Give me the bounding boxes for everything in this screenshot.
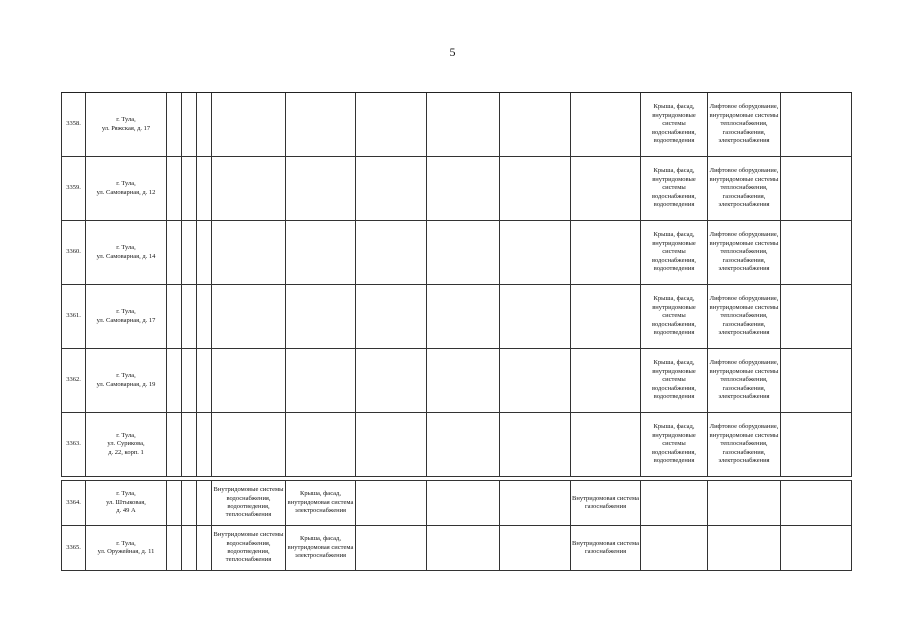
row-number-cell: 3360. <box>61 221 85 285</box>
work-cell-2 <box>285 413 355 477</box>
narrow-cell-a <box>166 157 181 221</box>
work-cell-2 <box>285 157 355 221</box>
work-cell-3 <box>355 285 426 349</box>
work-cell-1 <box>211 285 285 349</box>
work-cell-4 <box>426 157 499 221</box>
work-cell-1: Внутридомовые системы водоснабжения, водоотведения, теплоснабжения <box>211 526 285 571</box>
work-cell-8: Лифтовое оборудование, внутридомовые системы теплоснабжения, газоснабжения, электроснабжения <box>707 93 780 157</box>
address-cell <box>85 93 166 157</box>
work-cell-1 <box>211 221 285 285</box>
work-cell-1 <box>211 157 285 221</box>
work-cell-7 <box>640 526 707 571</box>
work-cell-6: Внутридомовая система газоснабжения <box>570 481 640 526</box>
work-cell-2 <box>285 349 355 413</box>
work-cell-8 <box>707 526 780 571</box>
address-line: ул. Ряжская, д. 17 <box>101 124 151 132</box>
narrow-cell-c <box>196 481 211 526</box>
work-cell-1 <box>211 93 285 157</box>
work-cell-5 <box>499 413 570 477</box>
narrow-cell-a <box>166 413 181 477</box>
narrow-cell-a <box>166 526 181 571</box>
work-cell-8: Лифтовое оборудование, внутридомовые системы теплоснабжения, газоснабжения, электроснабжения <box>707 413 780 477</box>
work-cell-8 <box>707 481 780 526</box>
address-cell <box>85 285 166 349</box>
address-line: ул. Сурикова, <box>107 440 145 448</box>
work-cell-3 <box>355 349 426 413</box>
address-cell <box>85 413 166 477</box>
narrow-cell-b <box>181 349 196 413</box>
address-line: г. Тула, <box>116 308 136 316</box>
narrow-cell-c <box>196 93 211 157</box>
work-cell-5 <box>499 157 570 221</box>
address-cell <box>85 221 166 285</box>
narrow-cell-b <box>181 526 196 571</box>
work-cell-4 <box>426 349 499 413</box>
work-cell-4 <box>426 481 499 526</box>
work-cell-9 <box>780 157 852 221</box>
address-line: д. 49 А <box>116 507 136 515</box>
work-cell-9 <box>780 481 852 526</box>
work-cell-1 <box>211 413 285 477</box>
table-row <box>61 349 852 413</box>
work-cell-5 <box>499 481 570 526</box>
work-cell-3 <box>355 221 426 285</box>
narrow-cell-b <box>181 93 196 157</box>
row-number-cell: 3362. <box>61 349 85 413</box>
work-cell-2 <box>285 221 355 285</box>
address-cell <box>85 157 166 221</box>
work-cell-3 <box>355 526 426 571</box>
table-row <box>61 221 852 285</box>
address-line: г. Тула, <box>116 490 136 498</box>
narrow-cell-b <box>181 413 196 477</box>
address-line: г. Тула, <box>116 116 136 124</box>
table-row <box>61 157 852 221</box>
narrow-cell-c <box>196 526 211 571</box>
work-cell-9 <box>780 526 852 571</box>
table-row <box>61 481 852 526</box>
address-line: д. 22, корп. 1 <box>108 448 144 456</box>
narrow-cell-c <box>196 221 211 285</box>
address-cell <box>85 349 166 413</box>
work-cell-8: Лифтовое оборудование, внутридомовые системы теплоснабжения, газоснабжения, электроснабжения <box>707 349 780 413</box>
work-cell-9 <box>780 221 852 285</box>
narrow-cell-a <box>166 285 181 349</box>
work-cell-7 <box>640 481 707 526</box>
address-line: г. Тула, <box>116 431 136 439</box>
address-cell <box>85 481 166 526</box>
work-cell-6: Внутридомовая система газоснабжения <box>570 526 640 571</box>
work-cell-1 <box>211 349 285 413</box>
address-line: ул. Оружейная, д. 11 <box>97 548 155 555</box>
works-table <box>61 92 852 571</box>
row-number-cell: 3359. <box>61 157 85 221</box>
address-line: ул. Штыковая, <box>106 498 146 506</box>
work-cell-5 <box>499 221 570 285</box>
work-cell-8: Лифтовое оборудование, внутридомовые системы теплоснабжения, газоснабжения, электроснабжения <box>707 157 780 221</box>
narrow-cell-a <box>166 349 181 413</box>
narrow-cell-a <box>166 481 181 526</box>
work-cell-1: Внутридомовые системы водоснабжения, водоотведения, теплоснабжения <box>211 481 285 526</box>
work-cell-4 <box>426 221 499 285</box>
address-line: ул. Самоварная, д. 14 <box>96 252 156 260</box>
work-cell-6 <box>570 285 640 349</box>
work-cell-6 <box>570 93 640 157</box>
work-cell-7: Крыша, фасад, внутридомовые системы водоснабжения, водоотведения <box>640 221 707 285</box>
work-cell-7: Крыша, фасад, внутридомовые системы водоснабжения, водоотведения <box>640 157 707 221</box>
work-cell-7: Крыша, фасад, внутридомовые системы водоснабжения, водоотведения <box>640 285 707 349</box>
page-number: 5 <box>449 45 456 59</box>
table-row <box>61 413 852 477</box>
work-cell-8: Лифтовое оборудование, внутридомовые системы теплоснабжения, газоснабжения, электроснабжения <box>707 221 780 285</box>
work-cell-5 <box>499 285 570 349</box>
address-line: г. Тула, <box>116 180 136 188</box>
address-line: г. Тула, <box>116 244 136 252</box>
narrow-cell-c <box>196 285 211 349</box>
address-line: ул. Самоварная, д. 19 <box>96 380 156 388</box>
work-cell-5 <box>499 93 570 157</box>
work-cell-6 <box>570 349 640 413</box>
address-line: ул. Самоварная, д. 12 <box>96 188 156 196</box>
address-cell <box>85 526 166 571</box>
narrow-cell-a <box>166 221 181 285</box>
work-cell-3 <box>355 93 426 157</box>
work-cell-6 <box>570 157 640 221</box>
row-number-cell: 3361. <box>61 285 85 349</box>
work-cell-7: Крыша, фасад, внутридомовые системы водоснабжения, водоотведения <box>640 93 707 157</box>
narrow-cell-a <box>166 93 181 157</box>
work-cell-5 <box>499 349 570 413</box>
address-line: ул. Самоварная, д. 17 <box>96 316 156 324</box>
table-row <box>61 93 852 157</box>
row-number-cell: 3363. <box>61 413 85 477</box>
narrow-cell-c <box>196 157 211 221</box>
work-cell-2: Крыша, фасад, внутридомовая система электроснабжения <box>285 526 355 571</box>
narrow-cell-b <box>181 481 196 526</box>
work-cell-3 <box>355 481 426 526</box>
work-cell-3 <box>355 413 426 477</box>
work-cell-4 <box>426 285 499 349</box>
narrow-cell-c <box>196 413 211 477</box>
work-cell-9 <box>780 349 852 413</box>
work-cell-2 <box>285 285 355 349</box>
row-number-cell: 3358. <box>61 93 85 157</box>
work-cell-9 <box>780 93 852 157</box>
narrow-cell-b <box>181 221 196 285</box>
address-line: г. Тула, <box>116 372 136 380</box>
work-cell-6 <box>570 221 640 285</box>
work-cell-3 <box>355 157 426 221</box>
row-number-cell: 3364. <box>61 481 85 526</box>
table-row <box>61 526 852 571</box>
work-cell-9 <box>780 413 852 477</box>
work-cell-7: Крыша, фасад, внутридомовые системы водоснабжения, водоотведения <box>640 349 707 413</box>
work-cell-4 <box>426 413 499 477</box>
work-cell-8: Лифтовое оборудование, внутридомовые системы теплоснабжения, газоснабжения, электроснабжения <box>707 285 780 349</box>
work-cell-2 <box>285 93 355 157</box>
narrow-cell-b <box>181 285 196 349</box>
table-row <box>61 285 852 349</box>
work-cell-4 <box>426 526 499 571</box>
row-number-cell: 3365. <box>61 526 85 571</box>
work-cell-7: Крыша, фасад, внутридомовые системы водоснабжения, водоотведения <box>640 413 707 477</box>
narrow-cell-b <box>181 157 196 221</box>
address-line: г. Тула, <box>116 539 136 547</box>
work-cell-9 <box>780 285 852 349</box>
work-cell-4 <box>426 93 499 157</box>
narrow-cell-c <box>196 349 211 413</box>
work-cell-2: Крыша, фасад, внутридомовая система электроснабжения <box>285 481 355 526</box>
work-cell-6 <box>570 413 640 477</box>
work-cell-5 <box>499 526 570 571</box>
